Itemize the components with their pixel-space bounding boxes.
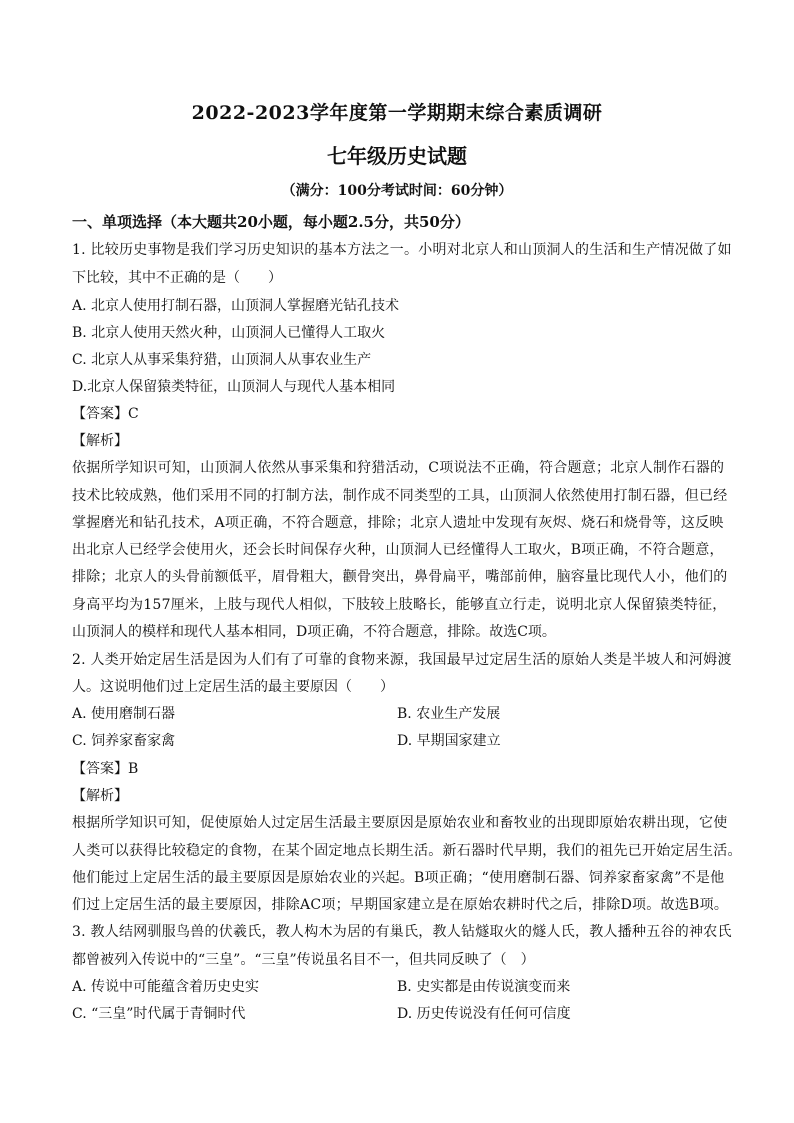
q2-option-d: D. 早期国家建立: [397, 733, 501, 749]
q3-stem-line2: 都曾被列入传说中的“三皇”。“三皇”传说虽名目不一，但共同反映了（ ）: [72, 952, 535, 968]
q1-analysis-line7: 山顶洞人的模样和现代人基本相同，D项正确，不符合题意，排除。故选C项。: [72, 624, 556, 640]
q2-analysis-line1: 根据所学知识可知，促使原始人过定居生活最主要原因是原始农业和畜牧业的出现即原始农耕出现，它使: [72, 815, 728, 831]
q3-option-d: D. 历史传说没有任何可信度: [397, 1006, 571, 1022]
q1-answer: 【答案】C: [72, 406, 139, 422]
q1-analysis-line1: 依据所学知识可知，山顶洞人依然从事采集和狩猎活动，C项说法不正确，符合题意；北京人制作石器的: [72, 460, 725, 476]
exam-info: （满分：100分考试时间：60分钟）: [281, 183, 513, 199]
q1-analysis-line6: 身高平均为157厘米，上肢与现代人相似，下肢较上肢略长，能够直立行走，说明北京人保留猿类特征，: [72, 597, 727, 613]
q2-analysis-line3: 他们能过上定居生活的最主要原因是原始农业的兴起。B项正确；“使用磨制石器、饲养家畜家禽”不是他: [72, 870, 725, 886]
exam-subject: 七年级历史试题: [327, 144, 467, 168]
q2-option-b: B. 农业生产发展: [397, 706, 501, 722]
q1-stem-line2: 下比较，其中不正确的是（ ）: [72, 270, 282, 286]
q1-analysis-line3: 掌握磨光和钻孔技术，A项正确，不符合题意，排除；北京人遗址中发现有灰烬、烧石和烧骨等，这反映: [72, 515, 724, 531]
exam-title: 2022-2023学年度第一学期期末综合素质调研: [191, 102, 603, 124]
q1-analysis-label: 【解析】: [72, 433, 128, 449]
q1-option-a: A. 北京人使用打制石器，山顶洞人掌握磨光钻孔技术: [72, 298, 400, 314]
q1-analysis-line5: 排除；北京人的头骨前额低平，眉骨粗大，颧骨突出，鼻骨扁平，嘴部前伸，脑容量比现代人小，他们的: [72, 569, 728, 585]
q2-analysis-line4: 们过上定居生活的最主要原因，排除AC项；早期国家建立是在原始农耕时代之后，排除D项。故选B项。: [72, 897, 729, 913]
q1-stem-line1: 1. 比较历史事物是我们学习历史知识的基本方法之一。小明对北京人和山顶洞人的生活和生产情况做了如: [72, 242, 732, 258]
q2-stem-line2: 人。这说明他们过上定居生活的最主要原因（ ）: [72, 679, 394, 695]
q1-analysis-line4: 出北京人已经学会使用火，还会长时间保存火种，山顶洞人已经懂得人工取火，B项正确，不符合题意，: [72, 542, 724, 558]
q2-stem-line1: 2. 人类开始定居生活是因为人们有了可靠的食物来源，我国最早过定居生活的原始人类是半坡人和河姆渡: [72, 652, 732, 668]
q2-answer: 【答案】B: [72, 761, 139, 777]
q3-option-b: B. 史实都是由传说演变而来: [397, 979, 571, 995]
q1-option-d: D.北京人保留猿类特征，山顶洞人与现代人基本相同: [72, 379, 396, 395]
q2-analysis-line2: 人类可以获得比较稳定的食物，在某个固定地点长期生活。新石器时代早期，我们的祖先已开始定居生活。: [72, 843, 742, 859]
q3-stem-line1: 3. 教人结网驯服鸟兽的伏羲氏，教人构木为居的有巢氏，教人钻燧取火的燧人氏，教人播种五谷的神农氏: [72, 924, 732, 940]
q1-analysis-line2: 技术比较成熟，他们采用不同的打制方法，制作成不同类型的工具，山顶洞人依然使用打制石器，但已经: [72, 488, 728, 504]
q1-option-b: B. 北京人使用天然火种，山顶洞人已懂得人工取火: [72, 325, 386, 341]
q1-option-c: C. 北京人从事采集狩猎，山顶洞人从事农业生产: [72, 352, 372, 368]
q2-analysis-label: 【解析】: [72, 788, 128, 804]
q2-option-c: C. 饲养家畜家禽: [72, 733, 176, 749]
q3-option-c: C. “三皇”时代属于青铜时代: [72, 1006, 246, 1022]
q2-option-a: A. 使用磨制石器: [72, 706, 176, 722]
q3-option-a: A. 传说中可能蕴含着历史史实: [72, 979, 260, 995]
section-heading: 一、单项选择（本大题共20小题，每小题2.5分，共50分）: [72, 213, 470, 231]
